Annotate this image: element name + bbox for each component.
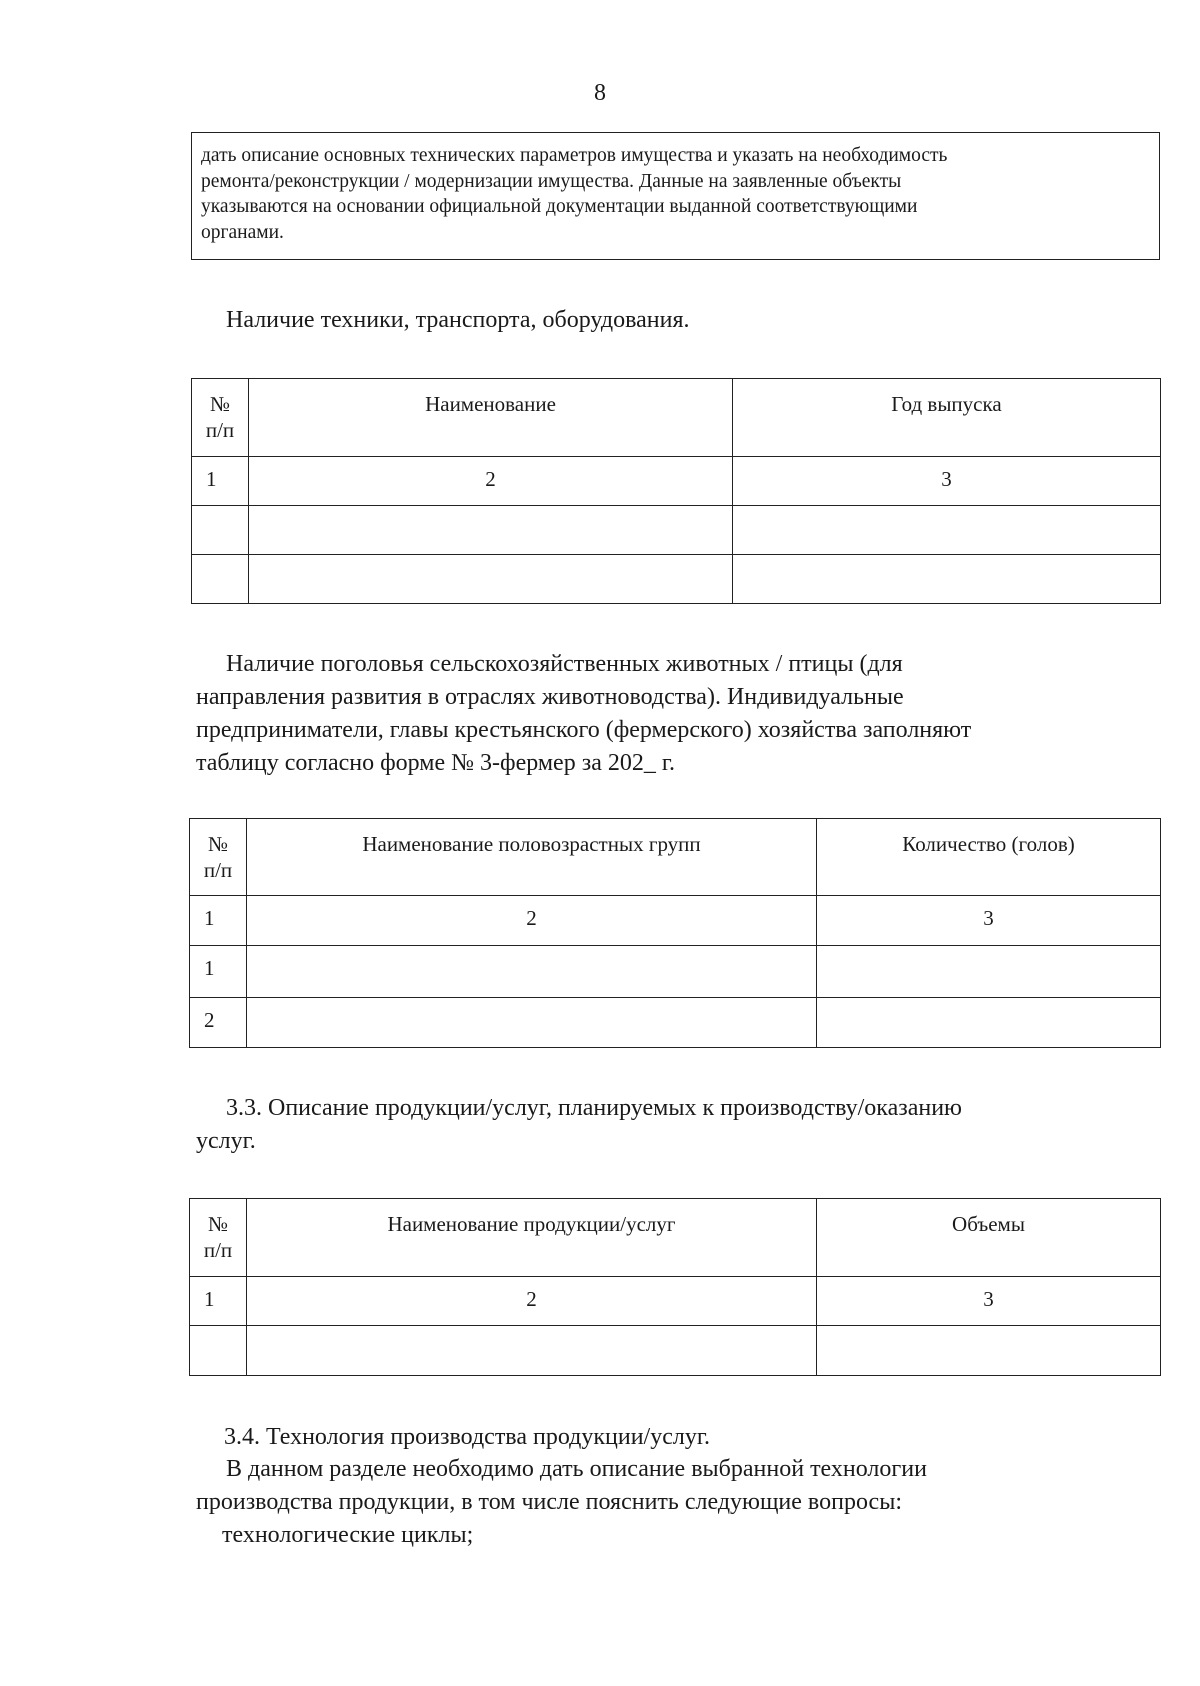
products-table [189, 1198, 1161, 1376]
table-row [192, 555, 1161, 604]
header-quantity: Количество (голов) [817, 819, 1161, 896]
livestock-table [189, 818, 1161, 1048]
table-cell [192, 506, 249, 555]
paragraph-line: услуг. [196, 1128, 256, 1154]
note-line: ремонта/реконструкции / модернизации имущества. Данные на заявленные объекты [201, 170, 902, 192]
table-cell: 3 [817, 1277, 1161, 1326]
table-cell: 3 [817, 896, 1161, 946]
table-index-row [190, 1277, 1161, 1326]
paragraph-line: производства продукции, в том числе пояснить следующие вопросы: [196, 1489, 902, 1515]
header-num: № п/п [190, 1199, 247, 1277]
table-cell [249, 555, 733, 604]
table-cell [733, 555, 1161, 604]
paragraph-line: таблицу согласно форме № 3-фермер за 202_ г. [196, 750, 675, 776]
paragraph-line: предприниматели, главы крестьянского (фермерского) хозяйства заполняют [196, 717, 972, 743]
table-cell: 1 [190, 1277, 247, 1326]
table-row [190, 1326, 1161, 1376]
header-year: Год выпуска [733, 379, 1161, 457]
table-cell: 2 [190, 998, 247, 1048]
table-cell [817, 998, 1161, 1048]
paragraph-line: направления развития в отраслях животноводства). Индивидуальные [196, 684, 904, 710]
table-cell [247, 946, 817, 998]
livestock-paragraph [196, 648, 1156, 780]
note-box [191, 132, 1160, 260]
table-row [190, 946, 1161, 998]
technology-heading: 3.4. Технология производства продукции/услуг. [224, 1424, 710, 1450]
header-num: № п/п [190, 819, 247, 896]
table-cell [247, 998, 817, 1048]
page-number: 8 [594, 80, 606, 106]
products-paragraph [196, 1092, 1156, 1158]
table-cell [190, 1326, 247, 1376]
table-cell: 2 [247, 896, 817, 946]
table-header-row [192, 379, 1161, 457]
table-header-row [190, 1199, 1161, 1277]
table-index-row [192, 457, 1161, 506]
header-age-groups: Наименование половозрастных групп [247, 819, 817, 896]
header-product-name: Наименование продукции/услуг [247, 1199, 817, 1277]
header-name: Наименование [249, 379, 733, 457]
table-cell: 1 [190, 946, 247, 998]
table-row [192, 506, 1161, 555]
table-cell [817, 1326, 1161, 1376]
header-volumes: Объемы [817, 1199, 1161, 1277]
equipment-table [191, 378, 1161, 604]
equipment-heading: Наличие техники, транспорта, оборудования. [226, 307, 690, 333]
table-cell [192, 555, 249, 604]
technology-list-item: технологические циклы; [222, 1522, 474, 1548]
table-cell [247, 1326, 817, 1376]
paragraph-line: В данном разделе необходимо дать описание выбранной технологии [226, 1456, 927, 1482]
header-num: № п/п [192, 379, 249, 457]
table-cell: 1 [190, 896, 247, 946]
table-cell: 2 [247, 1277, 817, 1326]
paragraph-line: Наличие поголовья сельскохозяйственных животных / птицы (для [226, 651, 903, 677]
table-row [190, 998, 1161, 1048]
table-cell [733, 506, 1161, 555]
table-index-row [190, 896, 1161, 946]
table-cell: 1 [192, 457, 249, 506]
note-line: указываются на основании официальной документации выданной соответствующими [201, 196, 918, 217]
note-line: органами. [201, 221, 284, 243]
technology-paragraph [196, 1453, 1156, 1519]
paragraph-line: 3.3. Описание продукции/услуг, планируемых к производству/оказанию [226, 1095, 962, 1121]
table-cell: 3 [733, 457, 1161, 506]
table-cell [817, 946, 1161, 998]
note-line: дать описание основных технических параметров имущества и указать на необходимость [201, 145, 948, 166]
table-cell [249, 506, 733, 555]
table-header-row [190, 819, 1161, 896]
table-cell: 2 [249, 457, 733, 506]
